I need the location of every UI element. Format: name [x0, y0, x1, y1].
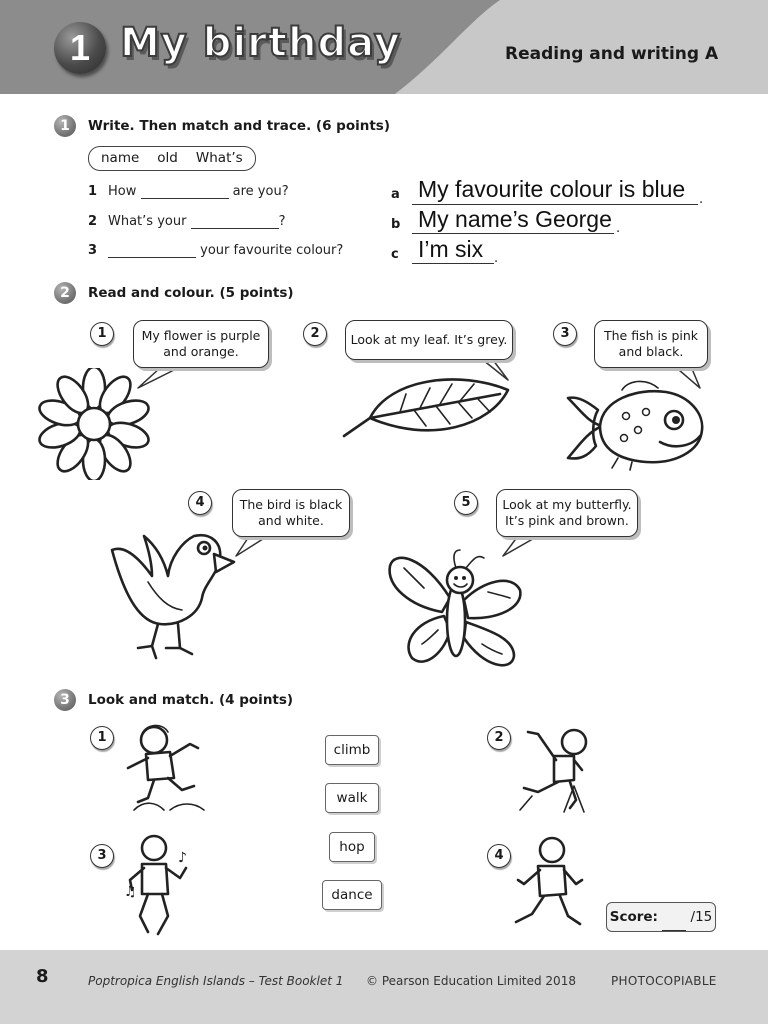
question-number: 1	[88, 184, 98, 199]
speech-bubble: The fish is pink and black.	[594, 320, 708, 368]
answer-text[interactable]: My name’s George	[418, 206, 612, 232]
score-blank[interactable]	[662, 918, 686, 931]
picture-number: 1	[90, 726, 114, 750]
picture-number: 1	[90, 322, 114, 346]
word-box-word: name	[101, 150, 140, 166]
picture-number: 5	[454, 491, 478, 515]
score-total: /15	[690, 909, 713, 925]
word-button-dance[interactable]: dance	[322, 880, 382, 910]
answer-line	[412, 263, 494, 264]
picture-number: 3	[90, 844, 114, 868]
question-number: 2	[88, 214, 98, 229]
question-3	[108, 243, 343, 258]
book-title: Poptropica English Islands – Test Booklet 1	[88, 974, 344, 988]
answer-letter: c	[391, 247, 399, 262]
answer-blank[interactable]	[141, 184, 229, 199]
question-1	[108, 184, 289, 199]
child-hopping-picture[interactable]	[120, 718, 216, 814]
flower-picture[interactable]	[38, 368, 150, 480]
speech-bubble: Look at my butterfly. It’s pink and brown.	[496, 489, 638, 537]
child-walking-picture[interactable]	[510, 834, 590, 932]
question-text-after: ?	[278, 214, 286, 229]
unit-number-badge: 1	[54, 22, 106, 74]
child-dancing-picture[interactable]	[120, 832, 196, 942]
answer-text[interactable]: I’m six	[418, 236, 484, 262]
question-number: 3	[88, 243, 98, 258]
word-box-word: old	[157, 150, 178, 166]
answer-end: .	[494, 251, 499, 266]
answer-line	[412, 233, 614, 234]
activity-3-number: 3	[54, 689, 76, 711]
word-box-word: What’s	[195, 150, 243, 166]
svg-text:♪: ♪	[178, 850, 187, 866]
question-text-after: are you?	[232, 184, 289, 199]
picture-number: 2	[303, 322, 327, 346]
unit-title: My birthday	[120, 20, 401, 66]
svg-text:♫: ♫	[124, 884, 137, 900]
speech-bubble: My flower is purple and orange.	[133, 320, 269, 368]
answer-letter: a	[391, 187, 400, 202]
child-climbing-picture[interactable]	[518, 722, 596, 814]
picture-number: 4	[188, 491, 212, 515]
score-label: Score:	[609, 909, 658, 925]
answer-blank[interactable]	[108, 243, 196, 258]
section-label: Reading and writing A	[505, 44, 719, 64]
answer-text[interactable]: My favourite colour is blue	[418, 176, 686, 202]
score-box	[606, 902, 716, 932]
word-button-walk[interactable]: walk	[325, 783, 379, 813]
picture-number: 3	[553, 322, 577, 346]
question-text-before: What’s your	[108, 214, 187, 229]
activity-3-title: Look and match. (4 points)	[88, 692, 294, 708]
photocopiable-label: PHOTOCOPIABLE	[611, 974, 717, 988]
answer-blank[interactable]	[191, 214, 279, 229]
page-number: 8	[36, 966, 49, 987]
word-button-hop[interactable]: hop	[329, 832, 375, 862]
fish-picture[interactable]	[562, 380, 708, 472]
answer-line	[412, 204, 698, 205]
word-box	[88, 146, 256, 171]
question-text-before: How	[108, 184, 137, 199]
copyright: © Pearson Education Limited 2018	[366, 974, 576, 988]
speech-bubble: The bird is black and white.	[232, 489, 350, 537]
picture-number: 2	[487, 726, 511, 750]
answer-end: .	[616, 221, 621, 236]
leaf-picture[interactable]	[340, 372, 516, 442]
bird-picture[interactable]	[108, 522, 238, 664]
answer-letter: b	[391, 217, 401, 232]
butterfly-picture[interactable]	[384, 546, 526, 678]
activity-2-title: Read and colour. (5 points)	[88, 285, 294, 301]
activity-1-title: Write. Then match and trace. (6 points)	[88, 118, 390, 134]
question-2	[108, 214, 285, 229]
answer-end: .	[699, 192, 704, 207]
word-button-climb[interactable]: climb	[325, 735, 379, 765]
activity-2-number: 2	[54, 282, 76, 304]
picture-number: 4	[487, 844, 511, 868]
question-text-after: your favourite colour?	[200, 243, 344, 258]
speech-bubble: Look at my leaf. It’s grey.	[345, 320, 513, 360]
activity-1-number: 1	[54, 115, 76, 137]
